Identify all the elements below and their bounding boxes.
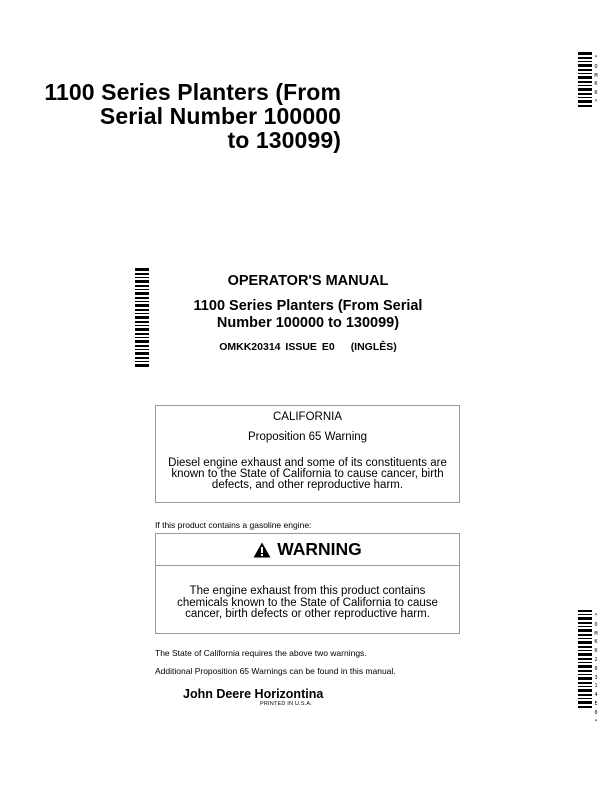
manual-subtitle-line-1: 1100 Series Planters (From Serial	[193, 298, 423, 314]
warning-header	[156, 534, 459, 566]
barcode-bar	[135, 328, 149, 331]
barcode-bar	[578, 641, 592, 644]
barcode-bar	[578, 97, 592, 98]
barcode-bar	[135, 364, 149, 367]
barcode-bar	[135, 333, 149, 335]
manual-subtitle-line-2: Number 100000 to 130099)	[216, 315, 400, 331]
barcode-bar	[578, 61, 592, 62]
barcode-bar	[135, 309, 149, 311]
barcode-bar	[578, 93, 592, 95]
barcode-bar	[578, 706, 592, 708]
barcode-bar	[578, 617, 592, 620]
warning-triangle-icon	[253, 542, 271, 558]
manual-header	[155, 272, 461, 353]
barcode-bar	[578, 610, 592, 612]
barcode-bar	[578, 634, 592, 636]
gasoline-note: If this product contains a gasoline engine:	[155, 520, 312, 530]
barcode-bar	[578, 677, 592, 680]
barcode-bar	[578, 674, 592, 675]
barcode-top-right-chars: * O M K K *	[594, 55, 598, 105]
manual-code-line	[155, 341, 461, 353]
barcode-bar	[578, 698, 592, 699]
warning-label: WARNING	[277, 539, 362, 559]
barcode-bar	[578, 665, 592, 668]
barcode-bottom-right	[578, 610, 592, 710]
manual-language: (INGLÊS)	[350, 341, 397, 353]
barcode-bottom-right-chars: * O M K K 2 0 3 1 4 E 0 *	[594, 613, 598, 725]
california-text: Diesel engine exhaust and some of its constituents are known to the State of California to cause cancer, birth defects, and other reproductive harm.	[168, 457, 447, 491]
barcode-bar	[578, 76, 592, 79]
barcode-bar	[135, 321, 149, 323]
barcode-bar	[578, 52, 592, 55]
barcode-bar	[135, 340, 149, 343]
barcode-bar	[135, 289, 149, 290]
barcode-bar	[135, 361, 149, 362]
barcode-bar	[578, 81, 592, 83]
manual-code: OMKK20314 ISSUE E0	[219, 341, 335, 353]
warning-text: The engine exhaust from this product contains chemicals known to the State of California to cause cancer, birth defects or other reproductive harm.	[177, 585, 438, 620]
barcode-bar	[135, 268, 149, 271]
barcode-bar	[135, 357, 149, 359]
barcode-bar	[578, 629, 592, 632]
barcode-bar	[135, 297, 149, 299]
barcode-bar	[578, 73, 592, 74]
document-title-line-2: Serial Number 100000	[99, 103, 341, 129]
barcode-bar	[135, 285, 149, 287]
document-title	[0, 80, 341, 152]
barcode-top-right	[578, 52, 592, 109]
barcode-bar	[135, 352, 149, 355]
printed-in-note: PRINTED IN U.S.A.	[260, 701, 312, 707]
manual-subtitle	[155, 298, 461, 332]
barcode-bar	[578, 57, 592, 59]
barcode-bar	[135, 345, 149, 347]
barcode-bar	[135, 349, 149, 350]
barcode-bar	[578, 689, 592, 692]
barcode-bar	[578, 100, 592, 103]
company-name: John Deere Horizontina	[183, 687, 324, 701]
barcode-bar	[578, 638, 592, 639]
california-heading: CALIFORNIA	[272, 411, 342, 423]
barcode-bar	[578, 650, 592, 651]
barcode-bar	[135, 313, 149, 314]
barcode-bar	[135, 316, 149, 319]
barcode-bar	[135, 325, 149, 326]
barcode-bar	[578, 622, 592, 624]
barcode-bar	[135, 304, 149, 307]
barcode-bar	[578, 105, 592, 107]
california-subheading: Proposition 65 Warning	[247, 431, 368, 443]
barcode-bar	[135, 292, 149, 295]
barcode-middle-left	[135, 268, 149, 369]
barcode-bar	[135, 337, 149, 338]
barcode-bar	[578, 686, 592, 687]
barcode-bar	[135, 280, 149, 283]
barcode-bar	[578, 682, 592, 684]
barcode-bar	[578, 670, 592, 672]
barcode-bar	[578, 662, 592, 663]
barcode-bar	[135, 277, 149, 278]
barcode-bar	[578, 85, 592, 86]
barcode-bar	[578, 646, 592, 648]
barcode-bar	[578, 653, 592, 656]
additional-note: Additional Proposition 65 Warnings can be found in this manual.	[155, 666, 396, 676]
barcode-bar	[578, 626, 592, 627]
warning-box	[155, 533, 460, 634]
document-title-line-1: 1100 Series Planters (From	[44, 79, 341, 105]
barcode-bar	[578, 658, 592, 660]
california-warning-box	[155, 405, 460, 503]
requirement-note: The State of California requires the above two warnings.	[155, 648, 367, 658]
barcode-bar	[135, 301, 149, 302]
document-title-line-3: to 130099)	[227, 127, 341, 153]
barcode-bar	[578, 701, 592, 704]
barcode-bar	[578, 614, 592, 615]
barcode-bar	[135, 273, 149, 275]
barcode-bar	[578, 64, 592, 67]
barcode-bar	[578, 69, 592, 71]
barcode-bar	[578, 694, 592, 696]
manual-heading: OPERATOR'S MANUAL	[227, 273, 389, 289]
barcode-bar	[578, 88, 592, 91]
